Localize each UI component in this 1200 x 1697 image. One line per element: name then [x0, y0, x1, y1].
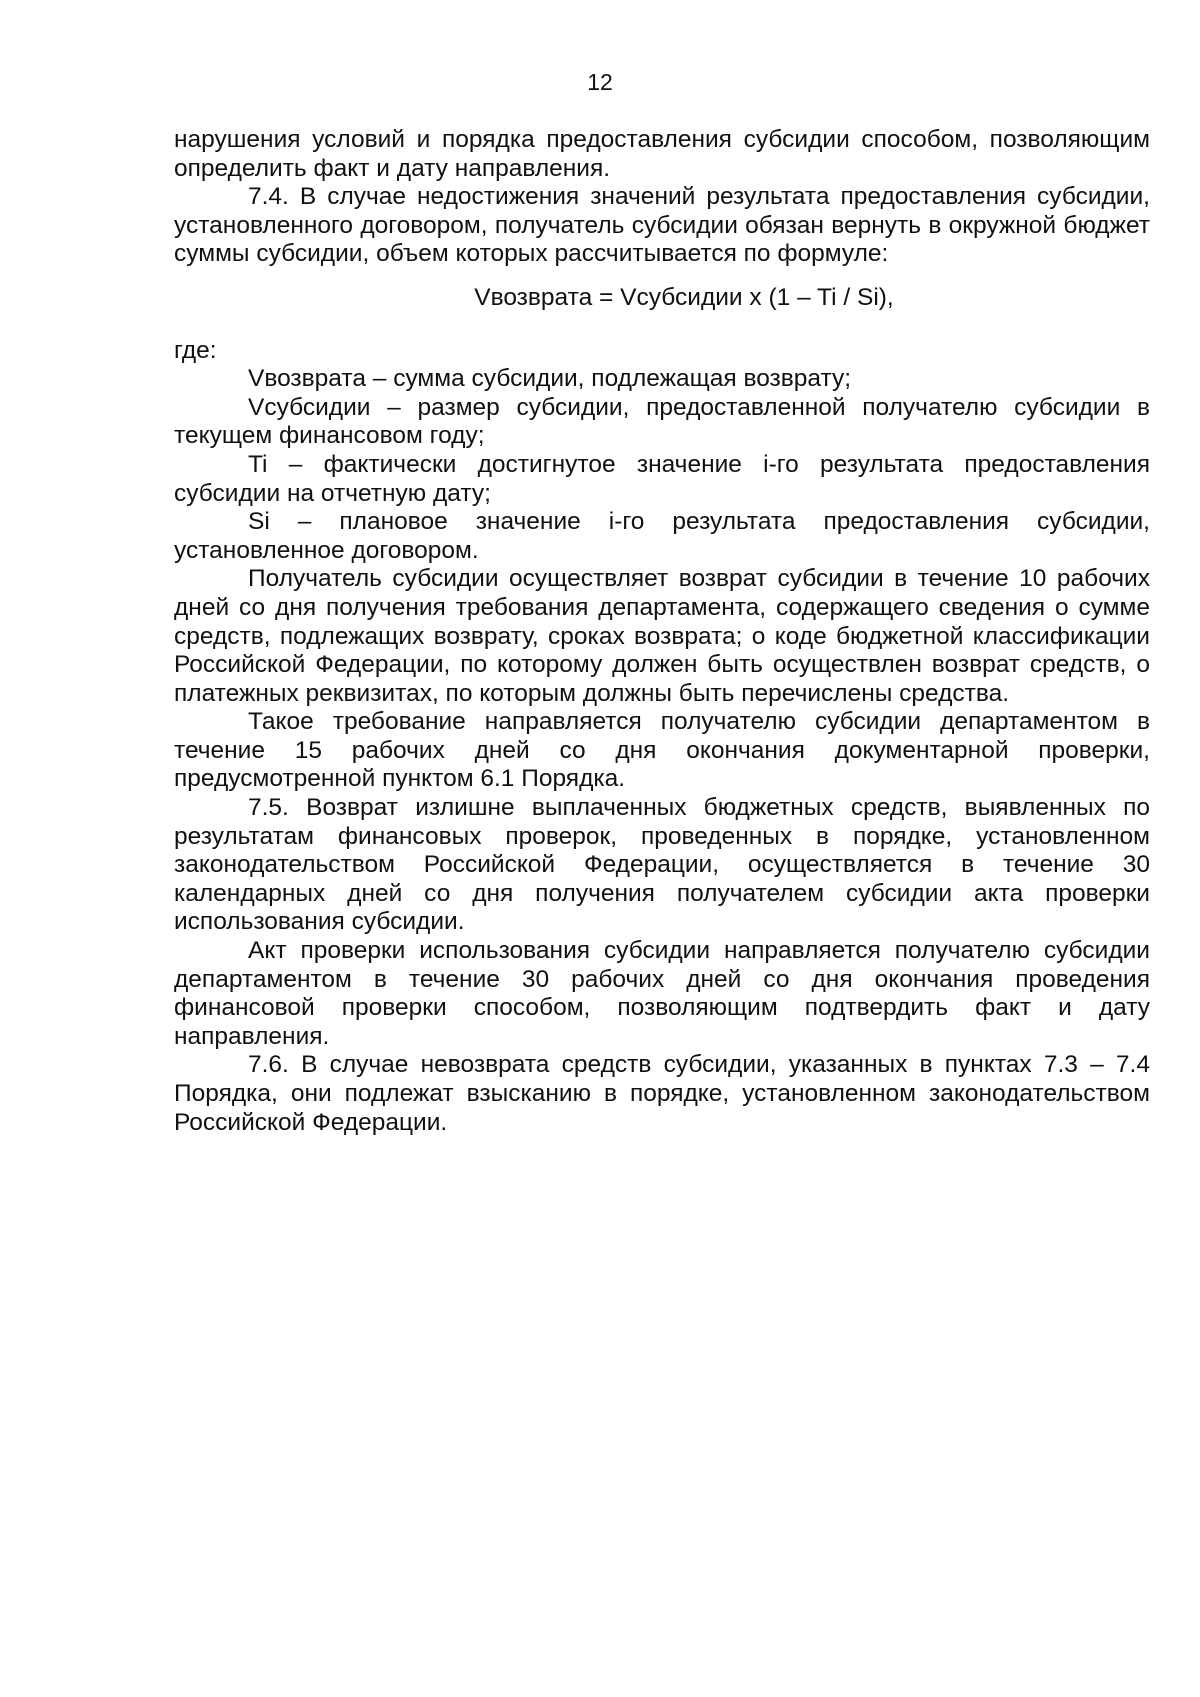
paragraph-requirement: Такое требование направляется получателю субсидии департаментом в течение 15 рабочих дней со дня окончания документарной проверки, предусмотренной пунктом 6.1 Порядка.: [174, 708, 1150, 793]
page-number: 12: [587, 69, 613, 95]
definition-si: Si – плановое значение i-го результата предоставления субсидии, установленное договором.: [174, 508, 1150, 564]
definition-v-subsidy: Vсубсидии – размер субсидии, предоставленной получателю субсидии в текущем финансовом году;: [174, 393, 1150, 450]
paragraph-7-6: 7.6. В случае невозврата средств субсидии, указанных в пунктах 7.3 – 7.4 Порядка, они подлежат взысканию в порядке, установленном законодательством Российской Федерации.: [174, 1051, 1150, 1136]
where-label: где:: [174, 336, 217, 364]
paragraph-inspection-act: Акт проверки использования субсидии направляется получателю субсидии департаментом в течение 30 рабочих дней со дня окончания проведения финансовой проверки способом, позволяющим подтвердить факт и дату направления.: [174, 937, 1150, 1050]
definition-ti: Ti – фактически достигнутое значение i-го результата предоставления субсидии на отчетную дату;: [174, 450, 1150, 507]
paragraph-7-4: 7.4. В случае недостижения значений результата предоставления субсидии, установленного договором, получатель субсидии обязан вернуть в окружной бюджет суммы субсидии, объем которых рассчитывается по формуле:: [174, 183, 1150, 268]
paragraph-continuation: нарушения условий и порядка предоставления субсидии способом, позволяющим определить факт и дату направления.: [174, 126, 1150, 182]
return-formula: Vвозврата = Vсубсидии x (1 – Ti / Si),: [474, 283, 894, 311]
definition-v-return: Vвозврата – сумма субсидии, подлежащая возврату;: [248, 365, 852, 393]
paragraph-7-5: 7.5. Возврат излишне выплаченных бюджетных средств, выявленных по результатам финансовых проверок, проведенных в порядке, установленном законодательством Российской Федерации, осуществляется в течение 30 календарных дней со дня получения получателем субсидии акта проверки использования субсидии.: [174, 794, 1150, 936]
paragraph-return-procedure: Получатель субсидии осуществляет возврат субсидии в течение 10 рабочих дней со дня получения требования департамента, содержащего сведения о сумме средств, подлежащих возврату, сроках возврата; о коде бюджетной классификации Российской Федерации, по которому должен быть осуществлен возврат средств, о платежных реквизитах, по которым должны быть перечислены средства.: [174, 565, 1150, 707]
document-body: [174, 126, 1150, 1137]
